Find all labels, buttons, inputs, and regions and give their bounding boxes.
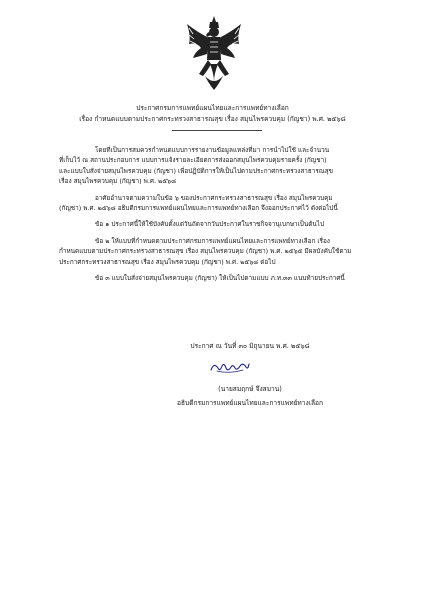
paragraph-preamble	[59, 145, 384, 187]
body-line: อาศัยอำนาจตามความในข้อ ๖ ของประกาศกระทรวงสาธารณสุข เรื่อง สมุนไพรควบคุม	[95, 193, 333, 202]
body-line: ข้อ ๓ แบบใบสั่งจ่ายสมุนไพรควบคุม (กัญชา) ให้เป็นไปตามแบบ ภ.ท.๓๓ แนบท้ายประกาศนี้	[95, 274, 345, 283]
paragraph-clause-2	[59, 236, 384, 267]
body-line: ประกาศกระทรวงสาธารณสุข เรื่อง สมุนไพรควบคุม (กัญชา) พ.ศ. ๒๕๖๘ ต่อไป	[59, 257, 276, 266]
body-line: ที่เก็บไว้ ณ สถานประกอบการ แบบการแจ้งรายละเอียดการส่งออกสมุนไพรควบคุมรายครั้ง (กัญชา)	[59, 156, 327, 165]
signer-name: (นายสมฤกษ์ จึงสมาน)	[218, 385, 282, 393]
announcement-date: ประกาศ ณ วันที่ ๓๐ มิถุนายน พ.ศ. ๒๕๖๘	[190, 342, 310, 350]
body-line: ข้อ ๑ ประกาศนี้ให้ใช้บังคับตั้งแต่วันถัดจากวันประกาศในราชกิจจานุเบกษาเป็นต้นไป	[95, 220, 325, 229]
signer-title: อธิบดีกรมการแพทย์แผนไทยและการแพทย์ทางเลือก	[177, 399, 323, 407]
body-line: และแบบใบสั่งจ่ายสมุนไพรควบคุม (กัญชา) เพื่อปฏิบัติการให้เป็นไปตามประกาศกระทรวงสาธารณสุข	[59, 166, 333, 175]
body-line: (กัญชา) พ.ศ. ๒๕๖๘ อธิบดีกรมการแพทย์แผนไทยและการแพทย์ทางเลือก จึงออกประกาศไว้ ดังต่อไปนี้	[59, 204, 338, 213]
title-divider	[172, 130, 262, 131]
body-line: เรื่อง สมุนไพรควบคุม (กัญชา) พ.ศ. ๒๕๖๘	[59, 177, 177, 186]
body-line: กำหนดแบบตามประกาศกระทรวงสาธารณสุข เรื่อง สมุนไพรควบคุม (กัญชา) พ.ศ. ๒๕๖๕ มีผลบังคับใช้ตาม	[59, 247, 352, 256]
garuda-emblem-icon	[183, 14, 245, 92]
paragraph-authority	[59, 193, 384, 214]
announcement-title	[40, 103, 385, 125]
paragraph-clause-1	[59, 219, 384, 229]
body-line: โดยที่เป็นการสมควรกำหนดแบบการรายงานข้อมูลแหล่งที่มา การนำไปใช้ และจำนวน	[95, 146, 330, 154]
paragraph-clause-3	[59, 273, 384, 283]
body-line: ข้อ ๒ ให้แบบที่กำหนดตามประกาศกรมการแพทย์แผนไทยและการแพทย์ทางเลือก เรื่อง	[95, 236, 330, 245]
title-line-1: ประกาศกรมการแพทย์แผนไทยและการแพทย์ทางเลือก	[136, 104, 289, 112]
signature-icon	[209, 358, 251, 376]
title-line-2: เรื่อง กำหนดแบบตามประกาศกระทรวงสาธารณสุข เรื่อง สมุนไพรควบคุม (กัญชา) พ.ศ. ๒๕๖๘	[79, 115, 346, 123]
announcement-body	[59, 145, 384, 289]
